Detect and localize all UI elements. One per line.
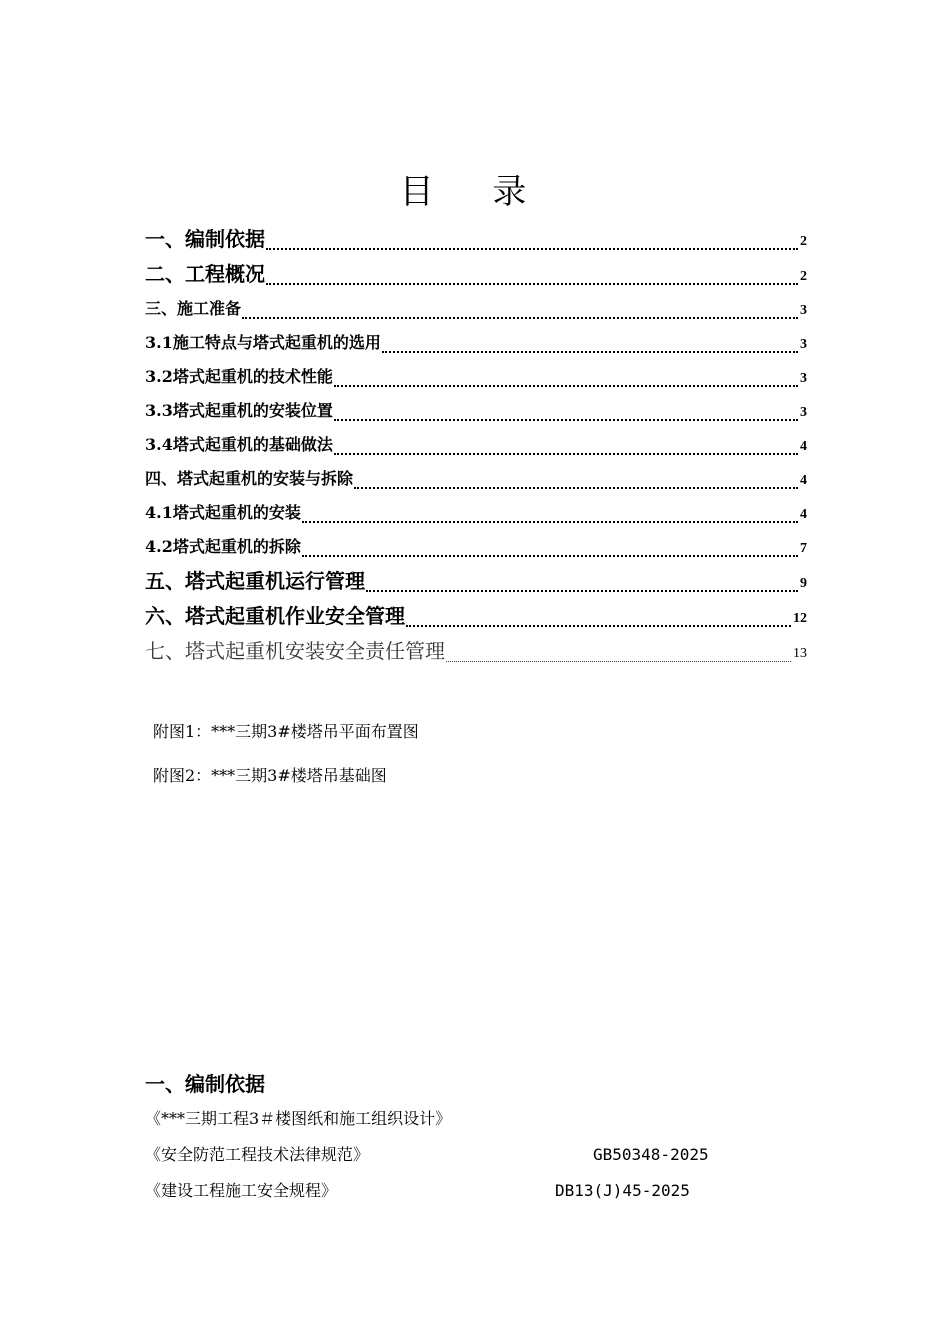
toc-entry[interactable] [145,496,807,530]
toc-page-number: 2 [800,269,807,284]
toc-leader-dots [242,317,798,319]
reference-title: 《安全防范工程技术法律规范》 [145,1145,370,1164]
reference-standard-code: DB13(J)45-2025 [555,1181,690,1200]
toc-page-number: 3 [800,337,807,352]
toc-entry-label: 3.1施工特点与塔式起重机的选用 [145,333,381,352]
toc-entry-label: 五、塔式起重机运行管理 [145,569,365,593]
toc-entry-label: 3.2塔式起重机的技术性能 [145,367,333,386]
toc-page-number: 3 [800,371,807,386]
toc-leader-dots [334,385,798,387]
toc-leader-dots [446,661,791,662]
toc-leader-dots [382,351,798,353]
toc-entry-label: 4.2塔式起重机的拆除 [145,537,301,556]
appendix-item: 附图1：***三期3#楼塔吊平面布置图 [153,722,419,741]
toc-leader-dots [302,555,798,557]
toc-page-number: 7 [800,541,807,556]
toc-page-number: 13 [793,646,807,661]
toc-page-number: 4 [800,473,807,488]
toc-page-number: 2 [800,234,807,249]
toc-title: 目 录 [399,172,551,212]
toc-page-number: 3 [800,303,807,318]
toc-leader-dots [302,521,798,523]
toc-entry[interactable] [145,360,807,394]
toc-page-number: 9 [800,576,807,591]
toc-entry-label: 四、塔式起重机的安装与拆除 [145,469,354,488]
toc-leader-dots [266,248,798,250]
toc-leader-dots [366,590,798,592]
toc-entry-label: 六、塔式起重机作业安全管理 [145,604,405,628]
toc-entry[interactable] [145,530,807,564]
toc-leader-dots [334,419,798,421]
toc-entry[interactable] [145,292,807,326]
toc-entry[interactable] [145,394,807,428]
reference-standard-code: GB50348-2025 [593,1145,709,1164]
toc-entry-label: 一、编制依据 [145,227,265,251]
toc-leader-dots [406,625,791,627]
table-of-contents [145,222,807,669]
toc-page-number: 4 [800,439,807,454]
toc-entry-label: 3.3塔式起重机的安装位置 [145,401,333,420]
toc-entry-label: 三、施工准备 [145,299,242,318]
toc-entry[interactable] [145,428,807,462]
toc-leader-dots [266,283,798,285]
toc-leader-dots [334,453,798,455]
reference-title: 《建设工程施工安全规程》 [145,1181,338,1200]
toc-entry[interactable] [145,257,807,292]
toc-entry-label: 3.4塔式起重机的基础做法 [145,435,333,454]
toc-leader-dots [354,487,798,489]
toc-entry-label: 七、塔式起重机安装安全责任管理 [145,639,445,663]
toc-entry[interactable] [145,326,807,360]
toc-entry[interactable] [145,462,807,496]
toc-page-number: 12 [793,611,807,626]
section-heading: 一、编制依据 [145,1072,265,1096]
appendix-item: 附图2：***三期3#楼塔吊基础图 [153,766,387,785]
toc-page-number: 4 [800,507,807,522]
toc-entry-label: 二、工程概况 [145,262,265,286]
reference-title: 《***三期工程3＃楼图纸和施工组织设计》 [145,1109,452,1128]
toc-page-number: 3 [800,405,807,420]
toc-entry[interactable] [145,564,807,599]
toc-entry-label: 4.1塔式起重机的安装 [145,503,301,522]
toc-entry[interactable] [145,634,807,669]
toc-entry[interactable] [145,222,807,257]
toc-entry[interactable] [145,599,807,634]
